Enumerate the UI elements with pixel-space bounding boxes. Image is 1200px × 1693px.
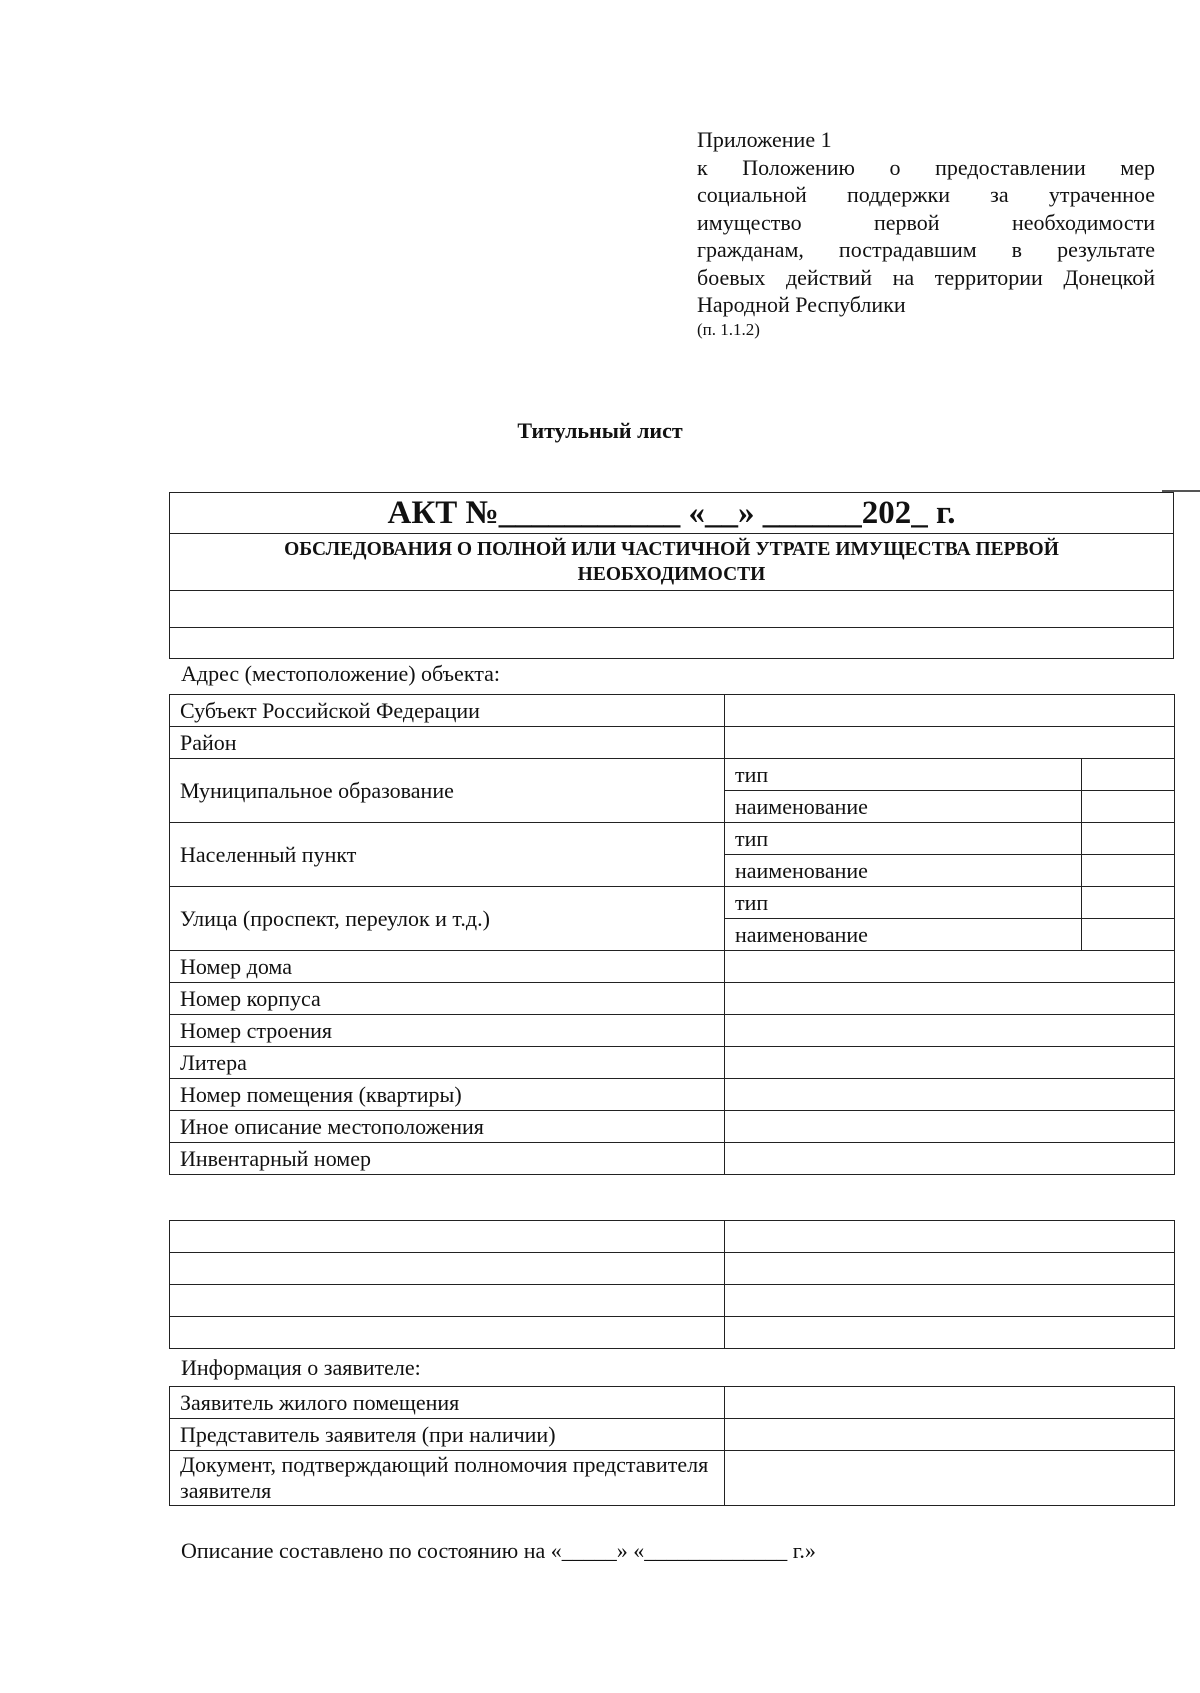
- act-heading: АКТ №___________ «__» ______202_ г.: [170, 493, 1174, 534]
- blank-cell[interactable]: [725, 1317, 1175, 1349]
- field-label: Представитель заявителя (при наличии): [170, 1419, 725, 1451]
- field-value[interactable]: [725, 1015, 1175, 1047]
- subfield-label: тип: [725, 823, 1082, 855]
- field-value[interactable]: [725, 1111, 1175, 1143]
- applicant-table: [169, 1386, 1175, 1506]
- subfield-label: тип: [725, 759, 1082, 791]
- appendix-block: [697, 126, 1155, 341]
- field-label: Литера: [170, 1047, 725, 1079]
- table-row: [170, 1253, 1175, 1285]
- appendix-title: Приложение 1: [697, 127, 832, 152]
- blank-cell[interactable]: [170, 628, 1174, 659]
- field-label: Иное описание местоположения: [170, 1111, 725, 1143]
- field-value[interactable]: [725, 951, 1175, 983]
- field-value[interactable]: [1082, 919, 1175, 951]
- table-row: [170, 759, 1175, 791]
- field-value[interactable]: [725, 1079, 1175, 1111]
- act-subtitle: ОБСЛЕДОВАНИЯ О ПОЛНОЙ ИЛИ ЧАСТИЧНОЙ УТРАТЕ ИМУЩЕСТВА ПЕРВОЙ НЕОБХОДИМОСТИ: [170, 534, 1174, 591]
- field-label: Номер дома: [170, 951, 725, 983]
- table-row: [170, 1111, 1175, 1143]
- appendix-line: имущество первой необходимости: [697, 209, 1155, 235]
- table-row: [170, 1451, 1175, 1506]
- field-value[interactable]: [1082, 887, 1175, 919]
- appendix-line: социальной поддержки за утраченное: [697, 182, 1155, 207]
- table-row: [170, 951, 1175, 983]
- additional-blank-table: [169, 1220, 1175, 1349]
- table-row: [170, 1387, 1175, 1419]
- table-row: [170, 1143, 1175, 1175]
- appendix-reference: (п. 1.1.2): [697, 319, 760, 339]
- field-label: Населенный пункт: [170, 823, 725, 887]
- field-value[interactable]: [725, 1451, 1175, 1506]
- table-row: [170, 887, 1175, 919]
- field-value[interactable]: [725, 983, 1175, 1015]
- subfield-label: наименование: [725, 855, 1082, 887]
- field-label: Улица (проспект, переулок и т.д.): [170, 887, 725, 951]
- blank-cell[interactable]: [170, 1221, 725, 1253]
- blank-cell[interactable]: [725, 1221, 1175, 1253]
- subfield-label: наименование: [725, 919, 1082, 951]
- table-row: [170, 1047, 1175, 1079]
- blank-cell[interactable]: [170, 1285, 725, 1317]
- blank-cell[interactable]: [725, 1285, 1175, 1317]
- field-value[interactable]: [725, 695, 1175, 727]
- blank-cell[interactable]: [170, 1317, 725, 1349]
- field-value[interactable]: [725, 1387, 1175, 1419]
- field-label: Номер корпуса: [170, 983, 725, 1015]
- address-table: [169, 694, 1175, 1175]
- table-row: [170, 1317, 1175, 1349]
- field-label: Инвентарный номер: [170, 1143, 725, 1175]
- field-value[interactable]: [725, 1047, 1175, 1079]
- table-row: [170, 1079, 1175, 1111]
- table-row: [170, 1419, 1175, 1451]
- address-section-label: Адрес (местоположение) объекта:: [181, 661, 500, 686]
- field-label: Номер помещения (квартиры): [170, 1079, 725, 1111]
- act-header-table: [169, 492, 1174, 659]
- appendix-line: боевых действий на территории Донецкой: [697, 264, 1155, 290]
- table-row: [170, 1285, 1175, 1317]
- field-label: Муниципальное образование: [170, 759, 725, 823]
- applicant-section-label: Информация о заявителе:: [181, 1355, 421, 1380]
- blank-cell[interactable]: [170, 591, 1174, 628]
- field-value[interactable]: [1082, 823, 1175, 855]
- field-value[interactable]: [1082, 855, 1175, 887]
- field-value[interactable]: [725, 1143, 1175, 1175]
- appendix-line: гражданам, пострадавшим в результате: [697, 237, 1155, 262]
- description-date-line: Описание составлено по состоянию на «_____» «_____________ г.»: [181, 1538, 816, 1563]
- field-label: Документ, подтверждающий полномочия представителя заявителя: [170, 1451, 725, 1506]
- field-label: Район: [170, 727, 725, 759]
- table-row: [170, 1015, 1175, 1047]
- appendix-line: к Положению о предоставлении мер: [697, 154, 1155, 180]
- title-sheet-heading: Титульный лист: [517, 418, 683, 443]
- table-row: [170, 1221, 1175, 1253]
- table-row: [170, 695, 1175, 727]
- field-value[interactable]: [1082, 759, 1175, 791]
- subfield-label: тип: [725, 887, 1082, 919]
- field-label: Заявитель жилого помещения: [170, 1387, 725, 1419]
- table-row: [170, 983, 1175, 1015]
- blank-cell[interactable]: [170, 1253, 725, 1285]
- field-value[interactable]: [1082, 791, 1175, 823]
- table-row: [170, 823, 1175, 855]
- field-value[interactable]: [725, 1419, 1175, 1451]
- field-value[interactable]: [725, 727, 1175, 759]
- field-label: Номер строения: [170, 1015, 725, 1047]
- table-row: [170, 727, 1175, 759]
- field-label: Субъект Российской Федерации: [170, 695, 725, 727]
- subfield-label: наименование: [725, 791, 1082, 823]
- blank-cell[interactable]: [725, 1253, 1175, 1285]
- appendix-line: Народной Республики: [697, 292, 906, 317]
